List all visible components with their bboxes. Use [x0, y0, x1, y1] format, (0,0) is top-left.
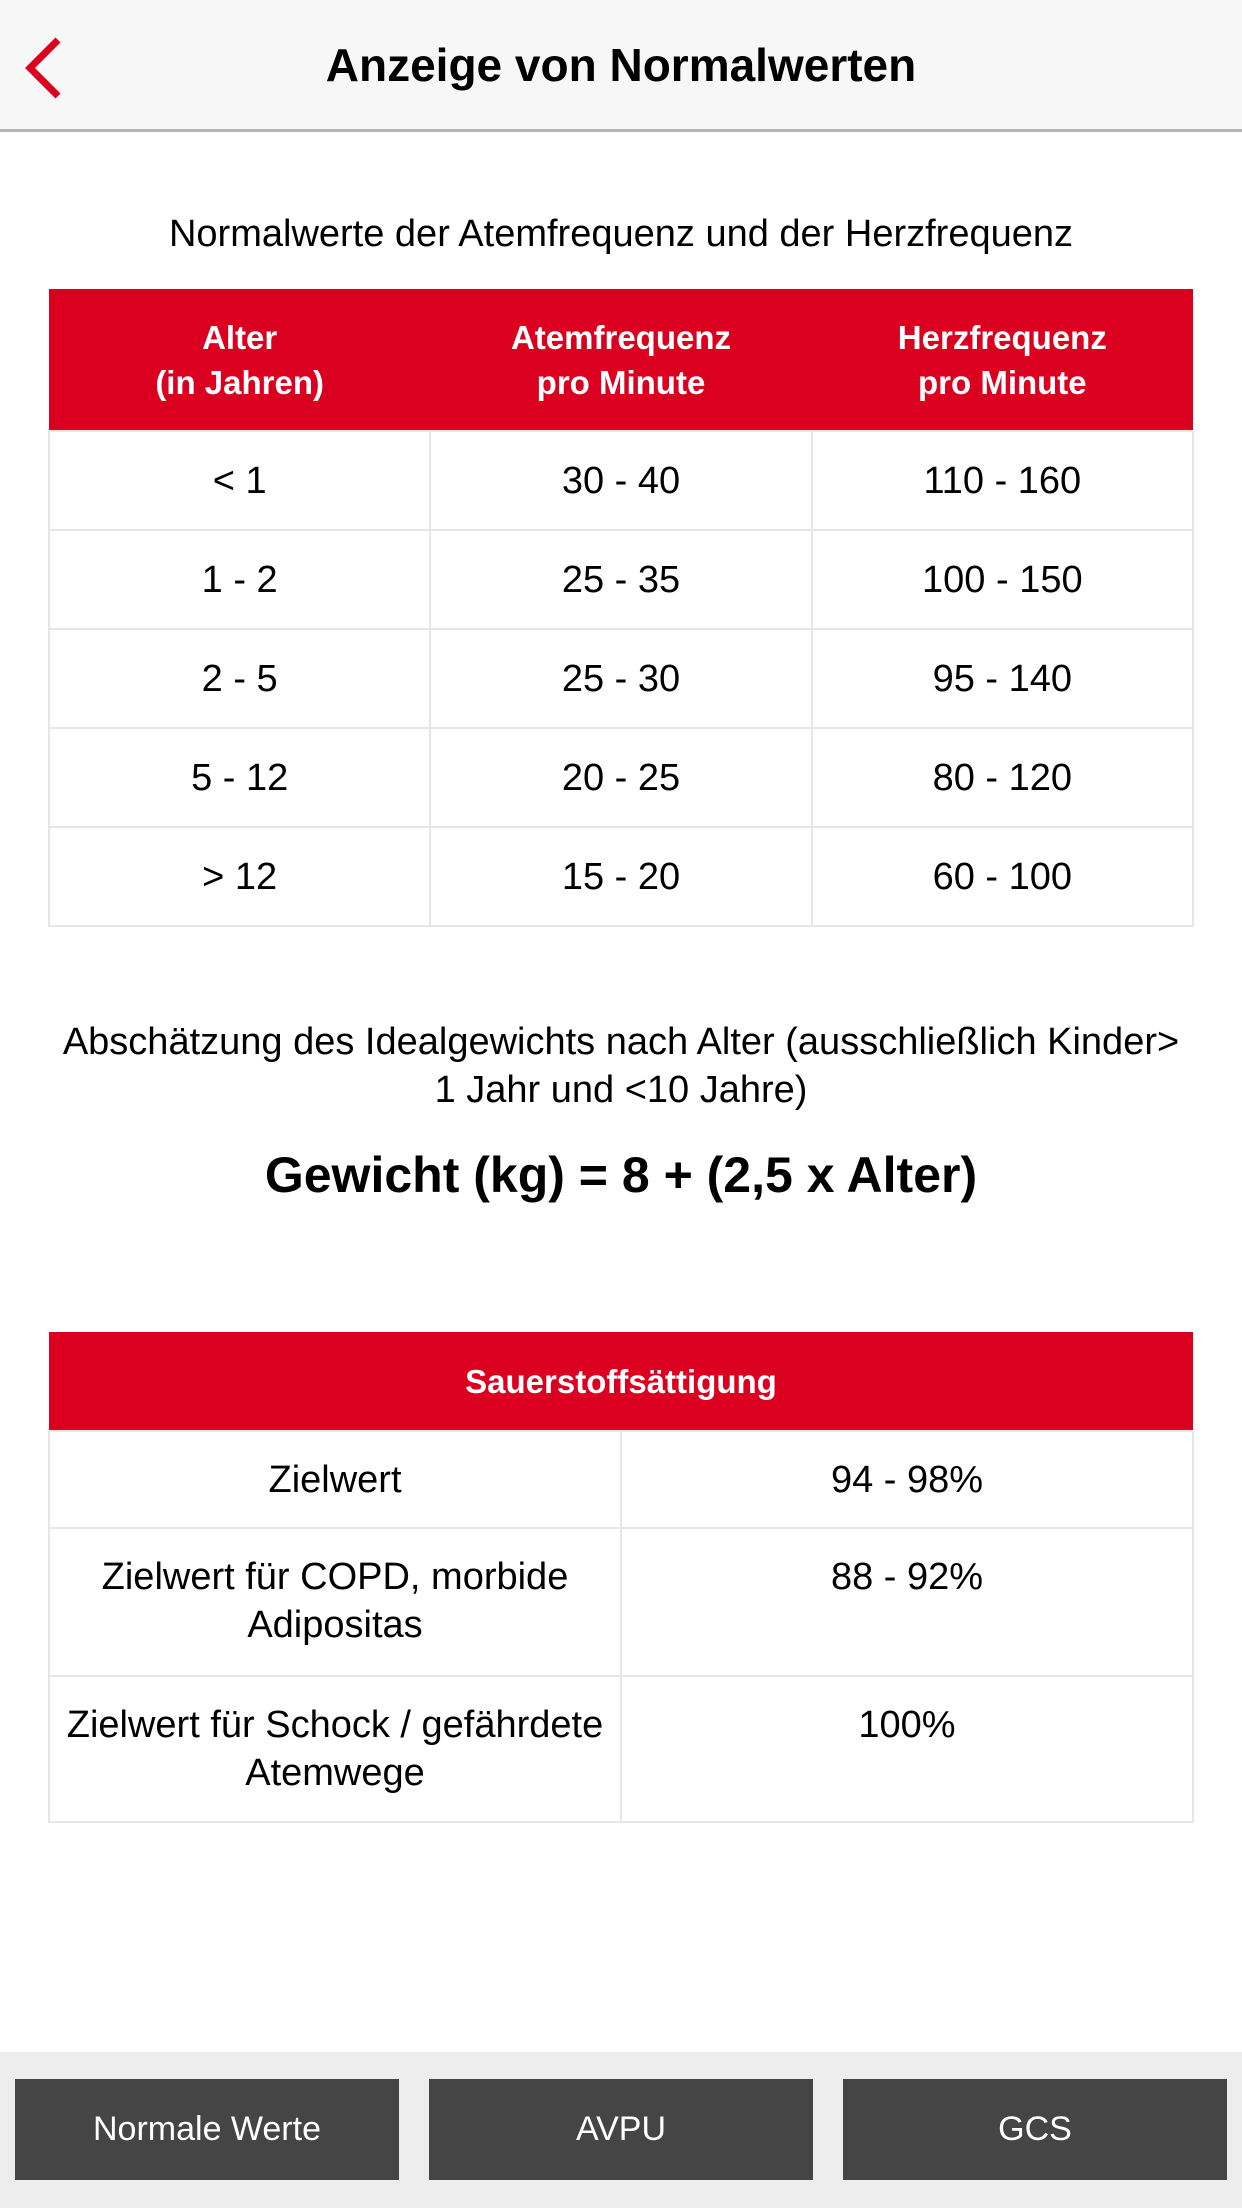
header-line: Herzfrequenz: [897, 318, 1107, 356]
respiratory-cell: 25 - 30: [430, 629, 811, 728]
oxygen-table: [48, 1332, 1194, 1823]
respiratory-cell: 20 - 25: [430, 728, 811, 827]
respiratory-cell: 15 - 20: [430, 827, 811, 926]
table-row: [49, 827, 1193, 926]
age-cell: > 12: [49, 827, 430, 926]
vitals-caption: Normalwerte der Atemfrequenz und der Herzfrequenz: [168, 213, 1073, 255]
respiratory-cell: 30 - 40: [430, 431, 811, 530]
table-row: [49, 728, 1193, 827]
header-line: (in Jahren): [155, 363, 325, 401]
value-cell: 88 - 92%: [621, 1528, 1193, 1676]
value-cell: 94 - 98%: [621, 1431, 1193, 1528]
tab-normal-values[interactable]: Normale Werte: [15, 2079, 399, 2180]
header-line: pro Minute: [536, 363, 706, 401]
label-cell: Zielwert für COPD, morbide Adipositas: [49, 1528, 621, 1676]
table-row: [49, 1431, 1193, 1528]
tab-avpu[interactable]: AVPU: [429, 2079, 813, 2180]
oxygen-header: Sauerstoffsättigung: [49, 1332, 1193, 1431]
heart-cell: 95 - 140: [812, 629, 1193, 728]
age-cell: 2 - 5: [49, 629, 430, 728]
heart-cell: 60 - 100: [812, 827, 1193, 926]
respiratory-cell: 25 - 35: [430, 530, 811, 629]
label-cell: Zielwert für Schock / gefährdete Atemwege: [49, 1676, 621, 1822]
age-cell: 1 - 2: [49, 530, 430, 629]
page-title: Anzeige von Normalwerten: [325, 39, 917, 91]
table-row: [49, 1528, 1193, 1676]
vitals-table: [48, 289, 1194, 927]
table-row: [49, 431, 1193, 530]
table-row: [49, 629, 1193, 728]
table-row: [49, 1676, 1193, 1822]
table-row: [49, 530, 1193, 629]
column-header-heart-rate: [812, 289, 1193, 431]
bottom-tab-bar: [0, 2052, 1242, 2208]
value-cell: 100%: [621, 1676, 1193, 1822]
table-header-row: [49, 289, 1193, 431]
age-cell: 5 - 12: [49, 728, 430, 827]
heart-cell: 110 - 160: [812, 431, 1193, 530]
tab-gcs[interactable]: GCS: [843, 2079, 1227, 2180]
column-header-age: [49, 289, 430, 431]
label-cell: Zielwert: [49, 1431, 621, 1528]
heart-cell: 80 - 120: [812, 728, 1193, 827]
weight-formula: Gewicht (kg) = 8 + (2,5 x Alter): [264, 1147, 978, 1203]
header-line: Alter: [202, 318, 278, 356]
column-header-respiratory-rate: [430, 289, 811, 431]
table-header-row: [49, 1332, 1193, 1431]
weight-caption: Abschätzung des Idealgewichts nach Alter (ausschließlich Kinder> 1 Jahr und <10 Jahre): [62, 1021, 1180, 1111]
age-cell: < 1: [49, 431, 430, 530]
nav-bar: [0, 0, 1242, 132]
header-line: Atemfrequenz: [510, 318, 731, 356]
heart-cell: 100 - 150: [812, 530, 1193, 629]
header-line: pro Minute: [918, 363, 1087, 401]
